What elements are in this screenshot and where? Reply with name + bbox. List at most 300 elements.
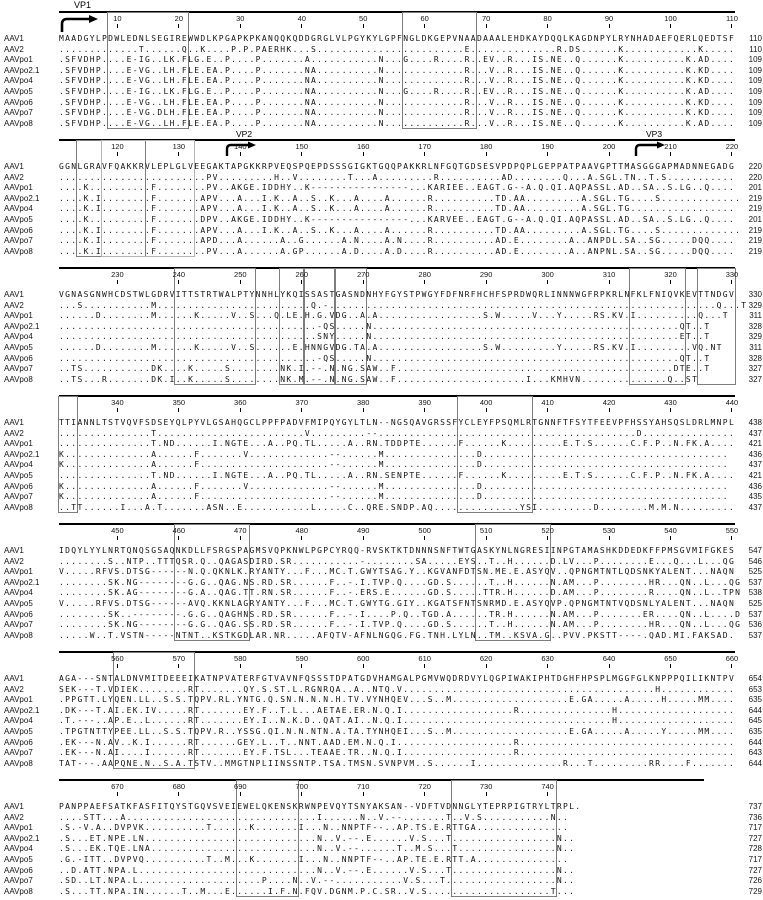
row-label: AAVpo7	[4, 108, 33, 118]
sequence-row: ....K.I........F.......APV...A...I.K..A..S..K...A....A......R..........TD.AA.........A.SGL.TG....S.............	[59, 225, 742, 235]
sequence-row: ..TS...R.......DK.I..K.....S........NK.M.--.N.NG.SAW..F.....................I...KMHVN..............Q..ST	[59, 374, 699, 384]
residue-count: 219	[748, 204, 762, 214]
sequence-row: .PPGTT.LYQEN.LL..S.S.TQPV.RL.YNTG.Q.SN.N.N.N.H.TV.VYNHQEV...S..M...................E.GA.....A.....H.....MM....	[59, 695, 736, 705]
sequence-row: ........SK.NG--------G.G..QAG.SS.RD.SR......F..-.I.TVP.Q....GD.S......T..H......N.AM...P........HR...QN..L...QG	[59, 620, 742, 630]
residue-count: 546	[748, 556, 762, 566]
ruler-tick-label: 110	[726, 14, 738, 23]
ruler-tick-mark	[178, 408, 179, 412]
row-label: AAVpo2.1	[4, 193, 40, 203]
residue-count: 330	[748, 290, 762, 299]
sequence-row: .............T......Q..K....P.P.PAERHK...S........................E..............R.DS......K............K.....	[59, 44, 736, 54]
row-label: AAVpo6	[4, 865, 33, 875]
ruler-tick-label: 420	[602, 398, 616, 407]
row-label: AAVpo7	[4, 748, 33, 758]
sequence-row: ..TT......I...A.T.......ASN..E...........L.....C..QRE.SNDP.AQ..............YSI.........D........M.M.N.........	[59, 502, 736, 512]
ruler-tick-mark	[486, 24, 487, 28]
ruler-tick-mark	[547, 152, 548, 156]
row-label: AAVpo1	[4, 183, 33, 193]
row-label: AAVpo2.1	[4, 321, 40, 331]
ruler-tick-label: 550	[725, 526, 739, 535]
ruler-tick-label: 40	[297, 14, 306, 23]
ruler-tick-mark	[117, 152, 118, 156]
ruler-tick-mark	[547, 536, 548, 540]
row-label: AAV2	[4, 556, 24, 566]
residue-count: 109	[748, 118, 762, 128]
ruler-tick-mark	[301, 536, 302, 540]
sequence-row: ..D.ATT.NPA.L.............................N..V.--.E......V.S...T.................N..	[59, 865, 576, 875]
ruler-tick-mark	[117, 24, 118, 28]
residue-count: 536	[748, 620, 762, 630]
residue-count: 219	[748, 225, 762, 235]
residue-count: 110	[749, 34, 762, 43]
residue-count: 717	[748, 823, 762, 833]
sequence-row: .S...ET.NPE.LN............................N..V.--.E......V.S...T.................N..	[59, 833, 576, 843]
residue-count: 435	[748, 492, 762, 502]
sequence-row: K..............A......F.....................--......M...............D........................................	[59, 492, 729, 502]
ruler-tick-label: 710	[356, 782, 370, 791]
ruler-tick-mark	[301, 152, 302, 156]
sequence-row: V.....RFVS.DTSG------AVQ.KKNLAGRYANTY...F...MC.T.GWYTG.GIY..KGATSFNTSNRMD.E.ASYQVP.QPNGMTNTVQDSNLYALENT...NAQN	[59, 599, 736, 608]
ruler-tick-mark	[609, 280, 610, 284]
ruler-tick-mark	[670, 664, 671, 668]
sequence-row: .SFVDHP....E-VG..LH.FLE.EA.P....P.......NA..........N.............R...V..R...IS.NE..Q......K..........K.AD....	[59, 118, 736, 128]
residue-count: 109	[748, 97, 762, 107]
ruler-tick-mark	[731, 280, 732, 284]
row-label: AAVpo4	[4, 588, 33, 598]
ruler-tick-label: 190	[541, 142, 554, 151]
ruler-tick-mark	[547, 664, 548, 668]
residue-count: 538	[748, 588, 762, 598]
sequence-row: .G.-ITT..DVPVQ..........T..M...K.......I...N..NNPTF--..AP.TE.E.RTT.A...............	[59, 855, 570, 864]
ruler-tick-mark	[301, 408, 302, 412]
row-label: AAVpo5	[4, 599, 33, 608]
residue-count: 726	[748, 876, 762, 886]
row-label: AAVpo8	[4, 118, 33, 128]
row-label: AAVpo2.1	[4, 833, 40, 843]
residue-count: 537	[748, 609, 762, 619]
sequence-row: .EK---N.AV..K.I......RT......GEY.L..T..NNT.AAD.EM.N.Q.I...................R...................................	[59, 737, 736, 747]
ruler-tick-mark	[240, 152, 241, 156]
vp1-label: VP1	[74, 0, 92, 10]
row-label: AAVpo1	[4, 695, 33, 705]
ruler-tick-mark	[547, 408, 548, 412]
ruler-tick-label: 450	[111, 526, 124, 535]
sequence-row: .SFVDHP....E-VG..LH.FLE.EA.P....P.......NA..........N.............R...V..R...IS.NE..Q......K..........K.KD....	[59, 65, 736, 75]
ruler-tick-mark	[178, 664, 179, 668]
residue-count: 311	[749, 311, 762, 321]
row-label: AAVpo4	[4, 844, 33, 854]
ruler-tick-mark	[547, 792, 548, 796]
ruler-tick-label: 350	[172, 398, 186, 407]
ruler-tick-label: 410	[541, 398, 554, 407]
ruler-tick-label: 700	[295, 782, 309, 791]
row-label: AAVpo5	[4, 87, 33, 96]
residue-count: 437	[748, 460, 762, 470]
ruler-tick-label: 270	[356, 270, 370, 279]
residue-count: 201	[748, 215, 762, 224]
row-label: AAVpo1	[4, 55, 33, 65]
ruler-tick-mark	[117, 792, 118, 796]
residue-count: 537	[748, 630, 762, 640]
ruler-tick-label: 360	[234, 398, 247, 407]
ruler-tick-mark	[424, 792, 425, 796]
ruler-tick-mark	[117, 664, 118, 668]
sequence-row: ...............T.ND......I.NGTE...A..PQ.TL.....A..RN.TDDPTE......F......K.........E.T.S......C.F.P..N.FK.A....	[59, 439, 736, 449]
sequence-row: ........SK..--------.G.G..QAGHNS.RD.SR......F..-.I....P.Q..TGD.A......TR.H......N.AM...P.......ER....QN..L....D	[59, 609, 742, 619]
ruler-tick-mark	[609, 152, 610, 156]
sequence-row: K..............A......F.....................--......M...............D........................................	[59, 460, 729, 470]
residue-count: 717	[748, 855, 762, 864]
sequence-row: .SFVDHP....E-VG..LH.FLE.EA.P....P.......NA..........N.............R...V..R...IS.NE..Q......K..........K.KD....	[59, 97, 736, 107]
ruler-tick-label: 200	[602, 142, 616, 151]
row-label: AAV1	[4, 34, 24, 43]
row-label: AAVpo4	[4, 76, 33, 86]
ruler-tick-label: 720	[418, 782, 431, 791]
residue-count: 219	[748, 246, 762, 256]
ruler-tick-label: 560	[111, 654, 124, 663]
row-label: AAVpo5	[4, 343, 33, 352]
ruler-tick-mark	[240, 280, 241, 284]
ruler-tick-label: 240	[172, 270, 186, 279]
residue-count: 729	[748, 886, 762, 896]
residue-count: 327	[748, 374, 762, 384]
ruler-tick-label: 20	[174, 14, 184, 23]
residue-count: 643	[748, 748, 762, 758]
row-label: AAVpo6	[4, 481, 33, 491]
row-label: AAVpo2.1	[4, 65, 40, 75]
ruler-tick-label: 160	[356, 142, 370, 151]
row-label: AAVpo4	[4, 716, 33, 726]
residue-count: 311	[749, 343, 762, 352]
ruler-tick-label: 180	[479, 142, 493, 151]
ruler-tick-mark	[731, 408, 732, 412]
ruler-tick-label: 80	[543, 14, 552, 23]
residue-count: 727	[748, 833, 762, 843]
row-label: AAVpo5	[4, 727, 33, 736]
ruler-tick-label: 300	[541, 270, 554, 279]
row-label: AAV1	[4, 546, 24, 555]
ruler-tick-mark	[731, 152, 732, 156]
ruler-tick-label: 640	[602, 654, 616, 663]
ruler-tick-label: 320	[664, 270, 677, 279]
residue-count: 109	[748, 65, 762, 75]
ruler-tick-label: 390	[418, 398, 431, 407]
sequence-row: K..............A......F.......V.............--......M...............D........................................	[59, 449, 729, 459]
ruler-tick-mark	[486, 664, 487, 668]
ruler-tick-mark	[609, 664, 610, 668]
row-label: AAVpo2.1	[4, 705, 40, 715]
row-label: AAVpo6	[4, 353, 33, 363]
ruler-tick-label: 480	[295, 526, 309, 535]
row-label: AAV2	[4, 684, 24, 694]
sequence-row: ........SK.NG--------G.G..QAG.NS.RD.SR......F..-.I.TVP.Q....GD.S......T..H......N.AM...P........HR...QN..L...QG	[59, 577, 742, 587]
residue-count: 644	[748, 737, 762, 747]
ruler-tick-mark	[240, 792, 241, 796]
sequence-row: .SFVDHP....E-IG..LK.FLG.E..P....P.......NA..........N...G....R....R..EV..R...IS.NE..Q......K..........K.AD....	[59, 87, 736, 96]
ruler-tick-mark	[609, 536, 610, 540]
vp1-start-arrow	[56, 14, 108, 34]
ruler-tick-label: 340	[111, 398, 124, 407]
residue-count: 525	[748, 599, 762, 608]
ruler-tick-mark	[609, 408, 610, 412]
ruler-tick-label: 120	[111, 142, 124, 151]
sequence-row: .SD..LT.NPA.L....................P....N..V.--...........V.S...T..................N..	[59, 876, 576, 886]
row-label: AAVpo1	[4, 823, 33, 833]
sequence-row: ...............T.ND......I.NGTE...A..PQ.TL.....A..RN.SENPTE......F......K.........E.T.S......C.F.P..N.FK.A....	[59, 471, 736, 480]
ruler-tick-mark	[240, 24, 241, 28]
sequence-row: ....K..........F.......DPV..AKGE.IDDHY..K----------------...KARVEE..EAGT.G--A.Q.QI.AQPASSL.AD..SA..S.LG..Q....	[59, 215, 736, 224]
row-label: AAVpo6	[4, 97, 33, 107]
sequence-row: .....W..T.VSTN-----NTNT..KSTKGDLAR.NR.....AFQTV-AFNLNGQG.FG.TNH.LYLN..TM..KSVA.G..PVV.PKSTT----.QAD.MI.FAKSAD.	[59, 630, 736, 640]
row-label: AAV2	[4, 172, 24, 182]
ruler-tick-label: 620	[479, 654, 493, 663]
ruler-tick-mark	[424, 24, 425, 28]
sequence-row: ...S...........M.........................Q.-...............................................................Q...T	[59, 300, 748, 310]
ruler-tick-label: 580	[234, 654, 247, 663]
ruler-tick-mark	[486, 280, 487, 284]
ruler-tick-label: 380	[356, 398, 370, 407]
sequence-row: .DK---T.AI.EK.IV.....RT.......EY.F..T.L...AETAE.ER.N.Q.I..................R...............H...................	[59, 705, 736, 715]
sequence-row: ........................PV.........H..V........T...A.........R..........AD........Q...A.SGL.TN..T.S...........	[59, 172, 736, 182]
ruler-tick-label: 660	[725, 654, 739, 663]
ruler-tick-label: 260	[295, 270, 309, 279]
sequence-row: IDQYLYYLNRTQNQSGSAQNKDLLFSRGSPAGMSVQPKNWLPGPCYRQQ-RVSKTKTDNNNSNFTWTGASKYNLNGRESIINPGTAMASHKDDEDKFFPMSGVMIFGKES	[59, 546, 736, 555]
row-label: AAVpo4	[4, 460, 33, 470]
ruler-tick-mark	[178, 792, 179, 796]
ruler-tick-label: 730	[479, 782, 493, 791]
row-label: AAVpo1	[4, 439, 33, 449]
ruler-tick-label: 740	[541, 782, 554, 791]
ruler-tick-mark	[301, 280, 302, 284]
row-label: AAVpo8	[4, 758, 33, 768]
sequence-row: .S...TT.NPA.IN......T..M...E......I.F.N.FQV.DGNM.P.C.SR..V.S....................T...	[59, 886, 576, 896]
ruler-tick-mark	[424, 664, 425, 668]
ruler-tick-label: 50	[359, 14, 368, 23]
ruler-tick-label: 140	[234, 142, 247, 151]
ruler-tick-mark	[117, 408, 118, 412]
ruler-tick-mark	[609, 24, 610, 28]
sequence-row: ..........................................-QS.....N..................................................QT..T	[59, 321, 711, 331]
sequence-row: ....K.I........F.......APD...A......A..G......A.N....A.N....R..........AD.E........A..ANPDL.SA..SG.....DQQ....	[59, 236, 736, 246]
ruler-tick-mark	[117, 536, 118, 540]
sequence-row: MAADGYLPDWLEDNLSEGIREWWDLKPGAPKPKANQQKQDDGRGLVLPGYKYLGPFNGLDKGEPVNAADAAALEHDKAYDQQLKAGDNPYLRYNHADAEFQERLQEDTSF	[59, 34, 736, 43]
sequence-row: .TPGTNTTYPEE.LL..S.S.TQPV.R..YSSG.QI.N.N.NTN.A.TA.TYNHQEI...S..M...................E.GA.....A.....Y.....MM....	[59, 727, 736, 736]
residue-count: 109	[748, 87, 762, 96]
ruler-tick-mark	[670, 152, 671, 156]
residue-count: 327	[748, 364, 762, 374]
ruler-tick-mark	[670, 24, 671, 28]
sequence-row: .S.-V.A..DVPVK..........T......K.......I...N..NNPTF--..AP.TS.E.RTTGA...............	[59, 823, 570, 833]
ruler-tick-mark	[670, 280, 671, 284]
ruler-tick-mark	[240, 664, 241, 668]
ruler-tick-label: 430	[664, 398, 677, 407]
sequence-row: ......D........M......K.....V..S...Q.LE.H.G.VDG..A.A.................S.W.....V...Y.....RS.KV.I..........Q...T	[59, 311, 729, 321]
row-label: AAVpo2.1	[4, 577, 40, 587]
residue-count: 328	[748, 321, 762, 331]
sequence-row: ......D........M......K.....V..S......E.HNNGVDG.TA.A.................S.W.........Y.....RS.KV.I.........VQ.NT	[59, 343, 723, 352]
residue-count: 109	[748, 55, 762, 65]
row-label: AAV1	[4, 674, 24, 683]
sequence-row: ....K.I........F........PV...A......A.GP......A.D....A.D....R..........AD.E........A..ANPNL.SA..SG.....DQQ....	[59, 246, 736, 256]
sequence-row: V.....RFVS.DTSG------N.Q.QKNLK.RYANTY...F...MC.T.GWYTSAG.Y..KGVANFDTSN.ME.E.ASYQV..QPNGMTNTLQDSNKYALENT...NAQN	[59, 567, 736, 577]
ruler-tick-label: 370	[295, 398, 309, 407]
row-label: AAV1	[4, 802, 24, 811]
ruler-tick-label: 30	[236, 14, 245, 23]
residue-count: 644	[748, 705, 762, 715]
sequence-row: .EK---N.AI....I......RT.......EY.F.TSL...TEAAE.TR..N.Q.I..................R...................................	[59, 748, 736, 758]
ruler-tick-label: 310	[602, 270, 616, 279]
residue-count: 728	[748, 844, 762, 854]
ruler-tick-mark	[363, 24, 364, 28]
sequence-row: PANPPAEFSATKFASFITQYSTGQVSVEIEWELQKENSKRWNPEVQYTSNYAKSAN--VDFTVDNNGLYTEPRPIGTRYLTRPL.	[59, 802, 582, 811]
row-label: AAVpo6	[4, 609, 33, 619]
residue-count: 635	[748, 695, 762, 705]
row-label: AAVpo8	[4, 246, 33, 256]
ruler-tick-label: 130	[172, 142, 186, 151]
residue-count: 421	[748, 471, 762, 480]
ruler-tick-label: 150	[295, 142, 309, 151]
sequence-row: ........S..NTP..TTTQSR.Q..QAGASDIRD.SR...........-........SA.....EYS..T..H......D.LV...P........E...Q...L...QG	[59, 556, 736, 566]
sequence-row: .SFVDHP....E-VG.DLH.FLE.EA.P....P.......NA..........N.............R...V..R...IS.NE..Q......K..........K.KD....	[59, 108, 736, 118]
sequence-row: VGNASGNWHCDSTWLGDRVITTSTRTWALPTYNNHLYKQISSASTGASNDNHYFGYSTPWGYFDFNRFHCHFSPRDWQRLINNNWGFRPKRLNFKLFNIQVKEVTTNDGV	[59, 290, 736, 299]
sequence-row: .SFVDHP....E-IG..LK.FLG.E..P....P.......A...........N...G....R....R..EV..R...IS.NE..Q......K..........K.AD....	[59, 55, 736, 65]
sequence-row: SEK---T.VDIEK........RT.......QY.S.ST.L.RGNRQA..A..NTQ.V.........................................H............	[59, 684, 736, 694]
row-label: AAVpo7	[4, 364, 33, 374]
ruler-tick-label: 10	[113, 14, 122, 23]
sequence-row: ....STT...A...............................I......N..V.--.......T..V.S...........N..	[59, 812, 570, 822]
sequence-row: ....K..........F........PV..AKGE.IDDHY..K----------------...KARIEE..EAGT.G--A.Q.QI.AQPASSL.AD..SA..S.LG..Q....	[59, 183, 736, 193]
ruler-tick-mark	[670, 536, 671, 540]
residue-count: 727	[748, 865, 762, 875]
residue-count: 644	[748, 758, 762, 768]
ruler-tick-mark	[363, 152, 364, 156]
row-label: AAV2	[4, 300, 24, 310]
ruler-tick-mark	[301, 664, 302, 668]
ruler-tick-label: 500	[418, 526, 431, 535]
sequence-row: TTIANNLTSTVQVFSDSEYQLPYVLGSAHQGCLPPFPADVFMIPQYGYLTLN--NGSQAVGRSSFYCLEYFPSQMLRTGNNFTFSYTFEEVPFHSSYAHSQSLDRLMNPL	[59, 418, 736, 427]
sequence-row: .S...EK.TQE.LNA...........................N..V.--......T..M.S...T................N..	[59, 844, 576, 854]
sequence-row: AGA---SNTALDNVMITDEEEIKATNPVATERFGTVAVNFQSSSTDPATGDVHAMGALPGMVWQDRDVYLQGPIWAKIPHTDGHFHPSPLMGGFGLKNPPPQILIKNTPV	[59, 674, 736, 683]
ruler-tick-mark	[240, 536, 241, 540]
row-label: AAVpo2.1	[4, 449, 40, 459]
row-label: AAVpo8	[4, 502, 33, 512]
row-label: AAVpo8	[4, 630, 33, 640]
ruler-tick-label: 510	[479, 526, 493, 535]
ruler-tick-mark	[424, 408, 425, 412]
ruler-tick-label: 280	[418, 270, 431, 279]
ruler-tick-mark	[547, 280, 548, 284]
ruler-tick-label: 250	[234, 270, 247, 279]
sequence-row: TAT---.AAPQNE.N..S.A.TSTV..MMGTNPLIINSSNTP.TSA.TMSN.SVNPVM..S......I..............R...T.........RR....F.......	[59, 758, 736, 768]
ruler-tick-mark	[363, 536, 364, 540]
vp3-label: VP3	[646, 129, 663, 139]
residue-count: 110	[749, 44, 762, 54]
ruler-tick-mark	[670, 408, 671, 412]
ruler-line	[59, 523, 735, 525]
residue-count: 109	[748, 76, 762, 86]
residue-count: 437	[748, 502, 762, 512]
sequence-row: ..........................................SNY.....N..................................................ET..T	[59, 332, 711, 342]
sequence-row: ..TS...........DK....K.....S........NK.I.--.N.NG.SAW..F.............................................DTE..T	[59, 364, 711, 374]
ruler-tick-label: 290	[479, 270, 493, 279]
sequence-row: .T.---..AP.E..L......RT.......EY.I..N.K.D..QAT.AI..N.Q.I..................................H...................	[59, 716, 736, 726]
ruler-tick-label: 210	[664, 142, 677, 151]
residue-count: 219	[748, 236, 762, 246]
residue-count: 421	[748, 439, 762, 449]
ruler-tick-mark	[424, 280, 425, 284]
ruler-tick-label: 220	[725, 142, 739, 151]
ruler-tick-mark	[486, 408, 487, 412]
residue-count: 525	[748, 567, 762, 577]
ruler-tick-label: 630	[541, 654, 554, 663]
row-label: AAVpo6	[4, 225, 33, 235]
residue-count: 328	[748, 353, 762, 363]
sequence-row: K..............A......F.......V.............--......M...............D........................................	[59, 481, 729, 491]
sequence-row: .SFVDHP....E-VG..LH.FLE.EA.P....P.......NA..........N.............R...V..R...IS.NE..Q......K..........K.KD....	[59, 76, 736, 86]
ruler-tick-label: 690	[234, 782, 247, 791]
residue-count: 654	[748, 674, 762, 683]
ruler-tick-mark	[486, 536, 487, 540]
row-label: AAVpo5	[4, 471, 33, 480]
ruler-line	[59, 395, 735, 397]
residue-count: 219	[748, 193, 762, 203]
row-label: AAV1	[4, 418, 24, 427]
row-label: AAVpo1	[4, 311, 33, 321]
sequence-row: ....K.I........F.......APV...A...I.K..A..S..K...A....A......R..........TD.AA.........A.SGL.TG....S.............	[59, 193, 742, 203]
ruler-tick-mark	[547, 24, 548, 28]
row-label: AAV1	[4, 162, 24, 171]
residue-count: 737	[748, 802, 762, 811]
ruler-tick-mark	[363, 664, 364, 668]
residue-count: 736	[748, 812, 762, 822]
ruler-line	[59, 779, 704, 781]
residue-count: 329	[748, 332, 762, 342]
ruler-tick-mark	[486, 792, 487, 796]
vp2-label: VP2	[236, 129, 253, 139]
ruler-tick-mark	[117, 280, 118, 284]
row-label: AAVpo7	[4, 620, 33, 630]
row-label: AAVpo6	[4, 737, 33, 747]
sequence-row: ........SK.AG--------G.A..QAG.TT.RN.SR......F..-.ERS.E......GD.S.....TTR.H......D.AM...P........R....QN..L..TPN	[59, 588, 742, 598]
sequence-row: ...............T........................V.........--..........................................D...............	[59, 428, 736, 438]
ruler-tick-label: 670	[111, 782, 124, 791]
ruler-tick-mark	[178, 536, 179, 540]
ruler-tick-mark	[363, 408, 364, 412]
ruler-tick-mark	[731, 24, 732, 28]
ruler-tick-mark	[731, 536, 732, 540]
ruler-tick-mark	[178, 152, 179, 156]
row-label: AAVpo7	[4, 492, 33, 502]
ruler-tick-mark	[178, 24, 179, 28]
ruler-tick-label: 90	[604, 14, 614, 23]
ruler-tick-label: 100	[664, 14, 677, 23]
ruler-tick-mark	[424, 152, 425, 156]
row-label: AAV2	[4, 428, 24, 438]
ruler-tick-label: 520	[541, 526, 554, 535]
residue-count: 201	[748, 183, 762, 193]
ruler-tick-mark	[301, 792, 302, 796]
ruler-tick-label: 600	[356, 654, 370, 663]
residue-count: 635	[748, 727, 762, 736]
ruler-tick-label: 330	[725, 270, 739, 279]
ruler-tick-label: 230	[111, 270, 124, 279]
row-label: AAVpo7	[4, 236, 33, 246]
ruler-tick-label: 490	[356, 526, 370, 535]
ruler-tick-mark	[240, 408, 241, 412]
ruler-tick-label: 440	[725, 398, 739, 407]
ruler-tick-mark	[363, 280, 364, 284]
ruler-tick-label: 460	[172, 526, 186, 535]
